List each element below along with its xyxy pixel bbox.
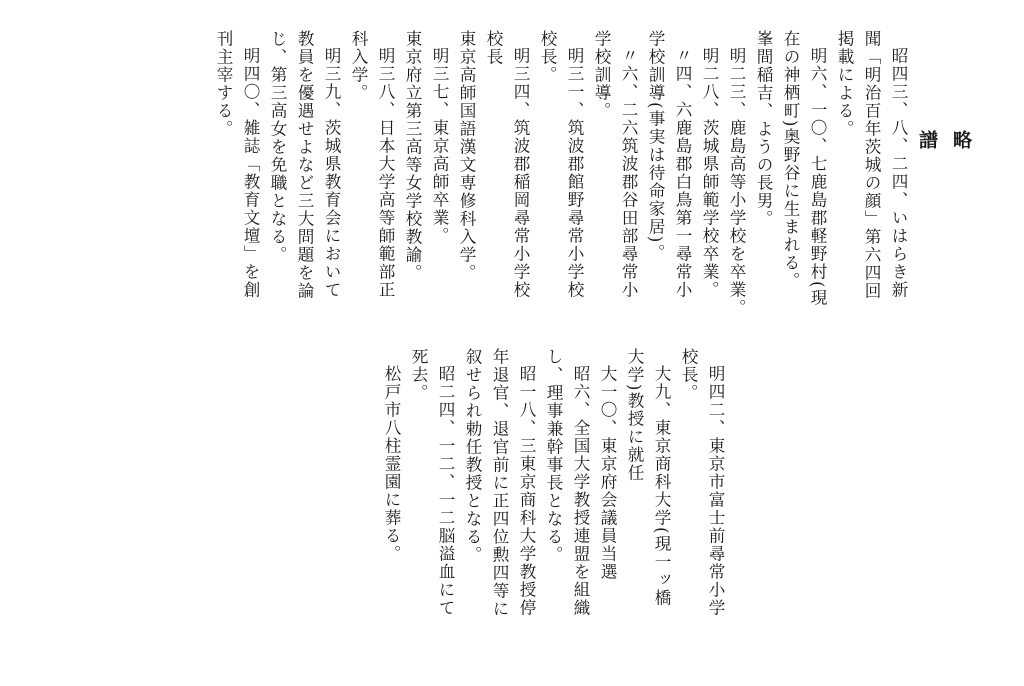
chronology-block-lower xyxy=(289,348,729,666)
chronology-line: 明三八、日本大学高等師範部正 xyxy=(376,46,395,299)
chronology-line: 明三一、筑波郡館野尋常小学校 xyxy=(565,46,584,299)
chronology-line: 掲載による。 xyxy=(835,30,854,138)
chronology-line: 校長 xyxy=(484,30,503,66)
chronology-line: 昭四三、八、二四、いはらき新 xyxy=(889,46,908,299)
chronology-line: 昭六、全国大学教授連盟を組織 xyxy=(571,364,590,617)
chronology-line: 松戸市八柱霊園に葬る。 xyxy=(382,364,401,563)
chronology-line: 明三四、筑波郡稲岡尋常小学校 xyxy=(511,46,530,299)
chronology-line: 大学)教授に就任 xyxy=(625,348,644,482)
chronology-line: 明二八、茨城県師範学校卒業。 xyxy=(700,46,719,299)
chronology-line: 学校訓導(事実は待命家居)。 xyxy=(646,30,665,262)
chronology-block-upper xyxy=(192,30,912,348)
chronology-line: 明四二、東京市富士前尋常小学 xyxy=(706,364,725,617)
chronology-line: 明三九、茨城県教育会において xyxy=(322,46,341,299)
chronology-line: 東京府立第三高等女学校教諭。 xyxy=(403,30,422,282)
chronology-line: 明四〇、雑誌「教育文壇」を創 xyxy=(241,46,260,299)
chronology-line: 峯間稲吉、ようの長男。 xyxy=(754,30,773,228)
chronology-line: 〃六、二六筑波郡谷田部尋常小 xyxy=(619,46,638,299)
chronology-line: 昭二四、一二、一二脳溢血にて xyxy=(436,364,455,617)
chronology-line: 〃四、六鹿島郡白鳥第一尋常小 xyxy=(673,46,692,299)
chronology-line: 刊主宰する。 xyxy=(214,30,233,138)
chronology-line: し、理事兼幹事長となる。 xyxy=(544,348,563,564)
chronology-line: 昭一八、三東京商科大学教授停 xyxy=(517,364,536,617)
chronology-line: 明三七、東京高師卒業。 xyxy=(430,46,449,245)
page-title: 略 譜 xyxy=(916,130,972,272)
chronology-line: 明二三、鹿島高等小学校を卒業。 xyxy=(727,46,746,317)
chronology-line: 大九、東京商科大学(現一ッ橋 xyxy=(652,364,671,607)
chronology-line: 明六、一〇、七鹿島郡軽野村(現 xyxy=(808,46,827,307)
chronology-line: 科入学。 xyxy=(349,30,368,102)
chronology-line: 死去。 xyxy=(409,348,428,402)
chronology-line: 学校訓導。 xyxy=(592,30,611,120)
chronology-line: じ、第三高女を免職となる。 xyxy=(268,30,287,264)
chronology-line: 在の神栖町)奥野谷に生まれる。 xyxy=(781,30,800,290)
chronology-line: 教員を優遇せよなど三大問題を論 xyxy=(295,30,314,300)
chronology-line: 校長。 xyxy=(679,348,698,402)
chronology-line: 叙せられ勅任教授となる。 xyxy=(463,348,482,564)
chronology-line: 東京高師国語漢文専修科入学。 xyxy=(457,30,476,282)
chronology-line: 大一〇、東京府会議員当選 xyxy=(598,364,617,581)
chronology-line: 校長。 xyxy=(538,30,557,84)
chronology-line: 聞「明治百年茨城の顔」第六四回 xyxy=(862,30,881,300)
chronology-line: 年退官、退官前に正四位勲四等に xyxy=(490,348,509,618)
